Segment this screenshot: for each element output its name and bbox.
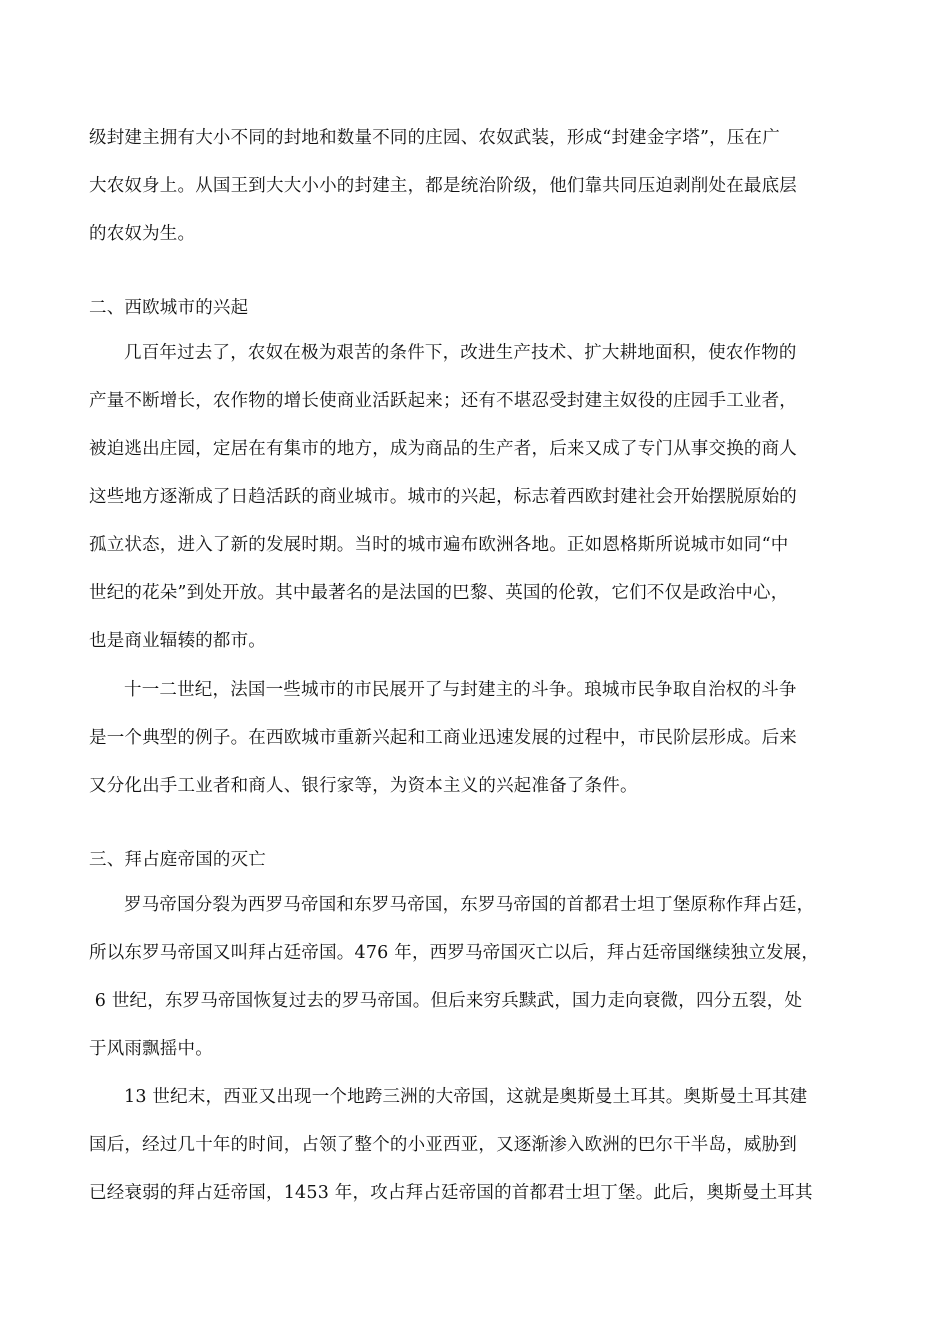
paragraph-line: 13 世纪末，西亚又出现一个地跨三洲的大帝国，这就是奥斯曼土耳其。奥斯曼土耳其建 bbox=[124, 1087, 808, 1107]
paragraph-line: 所以东罗马帝国又叫拜占廷帝国。476 年，西罗马帝国灭亡以后，拜占廷帝国继续独立发展， bbox=[89, 943, 820, 963]
paragraph-line: 被迫逃出庄园，定居在有集市的地方，成为商品的生产者，后来又成了专门从事交换的商人 bbox=[89, 439, 797, 459]
paragraph-line: 也是商业辐辏的都市。 bbox=[89, 631, 266, 651]
paragraph-line: 于风雨飘摇中。 bbox=[89, 1039, 213, 1059]
paragraph-line: 级封建主拥有大小不同的封地和数量不同的庄园、农奴武装，形成“封建金字塔”，压在广 bbox=[89, 128, 780, 148]
paragraph-line: 这些地方逐渐成了日趋活跃的商业城市。城市的兴起，标志着西欧封建社会开始摆脱原始的 bbox=[89, 487, 797, 507]
paragraph-line: 的农奴为生。 bbox=[89, 224, 196, 244]
section-heading: 二、西欧城市的兴起 bbox=[89, 298, 249, 318]
paragraph-line: 大农奴身上。从国王到大大小小的封建主，都是统治阶级，他们靠共同压迫剥削处在最底层 bbox=[89, 176, 797, 196]
paragraph-line: 几百年过去了，农奴在极为艰苦的条件下，改进生产技术、扩大耕地面积，使农作物的 bbox=[124, 343, 797, 363]
paragraph-line: 已经衰弱的拜占廷帝国，1453 年，攻占拜占廷帝国的首都君士坦丁堡。此后，奥斯曼土耳其 bbox=[89, 1183, 813, 1203]
paragraph-line: 6 世纪，东罗马帝国恢复过去的罗马帝国。但后来穷兵黩武，国力走向衰微，四分五裂，处 bbox=[89, 991, 803, 1011]
paragraph-line: 世纪的花朵”到处开放。其中最著名的是法国的巴黎、英国的伦敦，它们不仅是政治中心， bbox=[89, 583, 789, 603]
paragraph-line: 十一二世纪，法国一些城市的市民展开了与封建主的斗争。琅城市民争取自治权的斗争 bbox=[124, 680, 797, 700]
paragraph-line: 孤立状态，进入了新的发展时期。当时的城市遍布欧洲各地。正如恩格斯所说城市如同“中 bbox=[89, 535, 789, 555]
paragraph-line: 罗马帝国分裂为西罗马帝国和东罗马帝国，东罗马帝国的首都君士坦丁堡原称作拜占廷， bbox=[124, 895, 815, 915]
paragraph-line: 又分化出手工业者和商人、银行家等，为资本主义的兴起准备了条件。 bbox=[89, 776, 638, 796]
section-heading: 三、拜占庭帝国的灭亡 bbox=[89, 850, 266, 870]
paragraph-line: 产量不断增长，农作物的增长使商业活跃起来；还有不堪忍受封建主奴役的庄园手工业者， bbox=[89, 391, 797, 411]
paragraph-line: 国后，经过几十年的时间，占领了整个的小亚西亚，又逐渐渗入欧洲的巴尔干半岛，威胁到 bbox=[89, 1135, 797, 1155]
paragraph-line: 是一个典型的例子。在西欧城市重新兴起和工商业迅速发展的过程中，市民阶层形成。后来 bbox=[89, 728, 797, 748]
